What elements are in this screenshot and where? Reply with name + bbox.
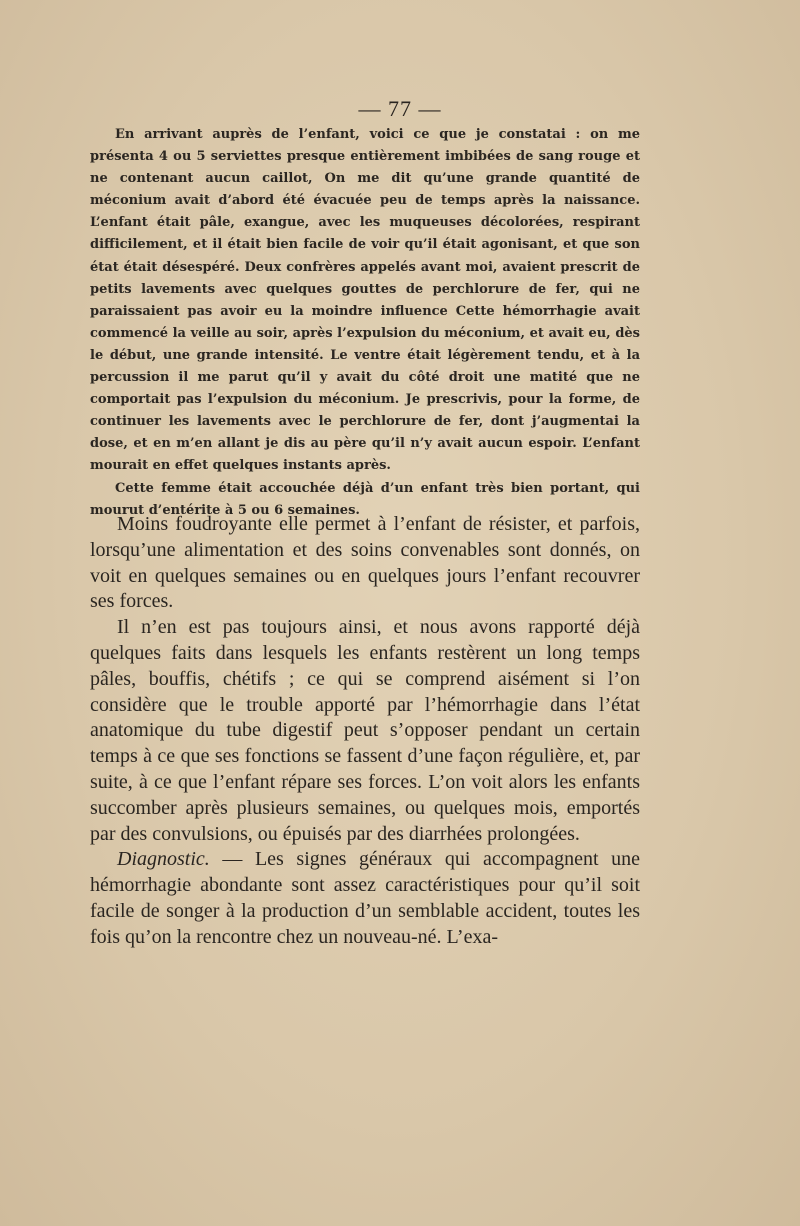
page-number: — 77 — [358, 96, 442, 121]
case-note-paragraph: En arrivant auprès de l’enfant, voici ce que je constatai : on me présenta 4 ou 5 serviettes presque entièrement imbibées de sang rouge et ne contenant aucun caillot, On me dit qu’une grande quantité de méconium avait d’abord été évacuée peu de temps après la naissance. L’enfant était pâle, exangue, avec les muqueuses décolorées, respirant difficilement, et il était bien facile de voir qu’il était agonisant, et que son état était désespéré. Deux confrères appelés avant moi, avaient prescrit de petits lavements avec quelques gouttes de perchlorure de fer, qui ne paraissaient pas avoir eu la moindre influence Cette hémorrhagie avait commencé la veille au soir, après l’expulsion du méconium, et avait eu, dès le début, une grande intensité. Le ventre était légèrement tendu, et à la percussion il me parut qu’il y avait du côté droit une matité que ne comportait pas l’expulsion du méconium. Je prescrivis, pour la forme, de continuer les lavements avec le perchlorure de fer, dont j’augmentai la dose, et en m’en allant je dis au père qu’il n’y avait aucun espoir. L’enfant mourait en effet quelques instants après. [90, 127, 640, 474]
diagnostic-text: — Les signes généraux qui accompagnent une hémorrhagie abondante sont assez caractéristiques pour qu’il soit facile de songer à la production d’un semblable accident, toutes les fois qu’on la rencontre chez un nouveau-né. L’exa- [90, 848, 640, 948]
main-paragraph: Moins foudroyante elle permet à l’enfant de résister, et parfois, lorsqu’une alimentation et des soins convenables sont donnés, on voit en quelques semaines ou en quelques jours l’enfant recouvrer ses forces. [90, 513, 640, 613]
diagnostic-paragraph [90, 847, 640, 950]
main-paragraph: Il n’en est pas toujours ainsi, et nous avons rapporté déjà quelques faits dans lesquels les enfants restèrent un long temps pâles, bouffis, chétifs ; ce qui se comprend aisément si l’on considère que le trouble apporté par l’hémorrhagie dans l’état anatomique du tube digestif peut s’opposer pendant un certain temps à ce que ses fonctions se fassent d’une façon régulière, et, par suite, à ce que l’enfant répare ses forces. L’on voit alors les enfants succomber après plusieurs semaines, ou quelques mois, emportés par des convulsions, ou épuisés par des diarrhées prolongées. [90, 616, 640, 845]
main-text-block [90, 512, 640, 951]
diagnostic-heading: Diagnostic. [117, 848, 210, 871]
case-note-block [90, 124, 640, 522]
case-note-paragraph: Cette femme était accouchée déjà d’un enfant très bien portant, qui mourut d’entérite à 5 ou 6 semaines. [90, 480, 640, 518]
